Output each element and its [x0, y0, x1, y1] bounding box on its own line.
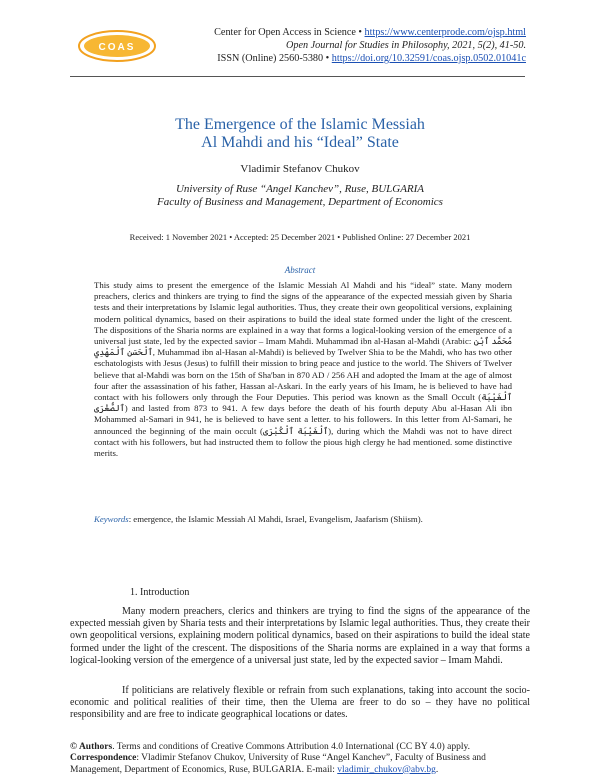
intro-paragraph-1: Many modern preachers, clerics and thinkers are trying to find the signs of the appearance of the expected messiah given by Sharia tests and their interpretations by Islamic legal authorities. Thus, they create their own geopolitical versions, explaining modern political dynamics, based on their aspirations to build the ideal state formed under the light of the crescent. The dispositions of the Sharia norms are explained in a way that forms a logical-looking version of the emergence of a universal just state, led by the expected savior – Imam Mahdi.: [70, 606, 530, 666]
affiliation-line-2: Faculty of Business and Management, Department of Economics: [157, 196, 443, 208]
correspondence-text: : Vladimir Stefanov Chukov, University of Ruse “Angel Kanchev”, Faculty of Business and Management, Department of Economics, Ruse, BULGARIA. E-mail:: [70, 753, 486, 775]
doi-link[interactable]: https://doi.org/10.32591/coas.ojsp.0502.01041c: [331, 53, 526, 64]
section-heading: 1. Introduction: [130, 587, 190, 598]
abstract-heading: Abstract: [284, 265, 316, 275]
journal-citation: Open Journal for Studies in Philosophy, 2021, 5(2), 41-50.: [286, 40, 526, 51]
affiliation-line-1: University of Ruse “Angel Kanchev”, Ruse, BULGARIA: [175, 183, 425, 195]
coas-logo: [78, 30, 156, 62]
intro-paragraph-2: If politicians are relatively flexible or refrain from such explanations, taking into account the socio-economic and political realities of their time, then the Ulema are freer to do so – they have no political responsibility and are free to indicate geographical locations or dates.: [70, 685, 530, 721]
issn: ISSN (Online) 2560-5380 •: [217, 53, 332, 64]
logo-text: COAS: [98, 42, 136, 53]
paper-title: [70, 116, 530, 152]
abstract-text: This study aims to present the emergence of the Islamic Messiah Al Mahdi and his “ideal” state. Many modern preachers, clerics and thinkers are trying to find the signs of the appearance of the expected messiah given by Sharia tests and their interpretations by Islamic legal authorities. Thus, they create their own geopolitical versions, explaining modern political dynamics, based on their aspirations to build the ideal state formed under the light of the crescent. The dispositions of the Sharia norms are explained in a way that forms a logical-looking version of the emergence of a universal just state, led by the expected savior – Imam Mahdi. Muhammad ibn al-Hasan al-Mahdi (Arabic: مُحَمَّد ٱبْن ٱلْحَسَن ٱلْمَهْدِي, Muhammad ibn al-Hasan al-Mahdi) is believed by Twelver Shia to be the Mahdi, who has two other eschatologists with Jesus (Jesus) to fulfill their mission to bring peace and justice to the world. The Shivers of Twelver believe that al-Mahdi was born on the 15th of Sha'ban in 870 AD / 256 AH and adopted the Imam at the age of almost four after the assassination of his father, Hassan al-Askari. In the early years of his Imam, he is believed to have had contact with his followers only through the Four Deputies. This period was known as the Small Occult (ٱلْغَيْبَة ٱلصُّغْرَى) and lasted from 873 to 941. A few days before the death of his fourth deputy Abu al-Hasan Ali ibn Mohammed al-Samari in 941, he is believed to have sent a letter. to his followers. In this letter from Al-Samari, he announced the beginning of the main occult (ٱلْغَيْبَة ٱلْكُبْرَى), during which the Mahdi was not to have direct contact with his followers, but had instructed them to follow the pious high clergy he had mentioned. some distinctive merits.: [94, 280, 512, 459]
keywords: [94, 514, 514, 524]
journal-header: [146, 26, 526, 65]
license-note: [70, 742, 530, 753]
keywords-label: Keywords: [94, 514, 129, 524]
title-line-1: The Emergence of the Islamic Messiah: [175, 116, 425, 133]
publication-dates: Received: 1 November 2021 • Accepted: 25 December 2021 • Published Online: 27 December 2021: [129, 232, 471, 242]
keywords-list: : emergence, the Islamic Messiah Al Mahdi, Israel, Evangelism, Jaafarism (Shiism).: [128, 514, 423, 524]
header-divider: [70, 76, 525, 77]
correspondence-note: [70, 753, 530, 776]
authors-label: © Authors: [70, 742, 113, 752]
author-name: Vladimir Stefanov Chukov: [240, 163, 360, 175]
footer-notes: [70, 742, 530, 776]
publisher-name: Center for Open Access in Science •: [214, 27, 365, 38]
title-line-2: Al Mahdi and his “Ideal” State: [201, 134, 399, 151]
journal-url-link[interactable]: https://www.centerprode.com/ojsp.html: [364, 27, 526, 38]
license-text: . Terms and conditions of Creative Commons Attribution 4.0 International (CC BY 4.0) apply.: [112, 742, 471, 752]
affiliation: [70, 183, 530, 209]
correspondence-end: .: [435, 764, 439, 775]
email-link[interactable]: vladimir_chukov@abv.bg: [337, 764, 436, 775]
correspondence-label: Correspondence: [70, 753, 137, 764]
